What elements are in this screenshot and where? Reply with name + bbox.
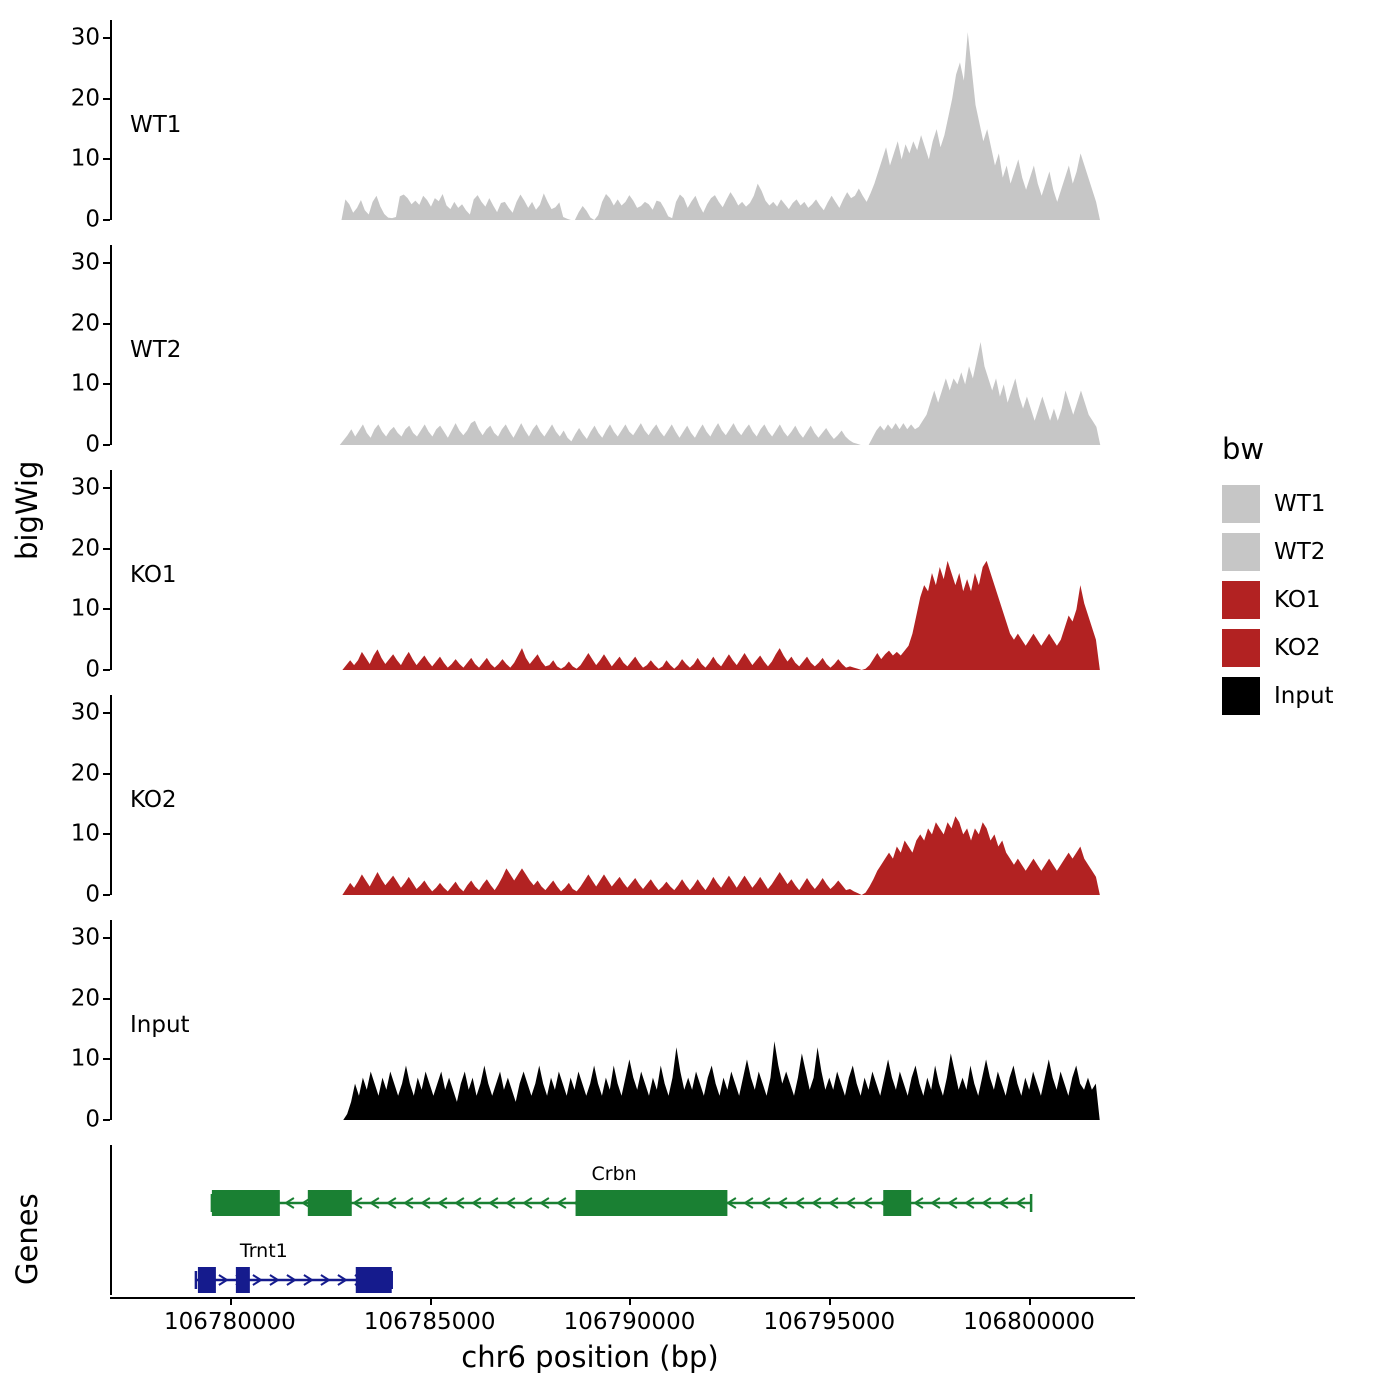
y-axis-title: bigWig: [10, 460, 44, 560]
y-tick-mark: [103, 608, 110, 610]
y-tick-label: 0: [85, 206, 100, 233]
legend-item-wt2[interactable]: [1222, 528, 1382, 576]
y-tick-mark: [103, 773, 110, 775]
legend-swatch-input: [1222, 677, 1260, 715]
plot-area-ko1: [112, 470, 1135, 670]
y-tick-mark: [103, 444, 110, 446]
track-panel-ko1: [70, 470, 1135, 683]
y-tick-label: 20: [70, 85, 100, 112]
track-label-ko1: KO1: [130, 562, 177, 588]
x-tick-label: 106800000: [963, 1309, 1095, 1335]
y-tick-label: 10: [70, 820, 100, 847]
legend-label: WT2: [1274, 539, 1326, 565]
legend-item-wt1[interactable]: [1222, 480, 1382, 528]
y-tick-mark: [103, 262, 110, 264]
genes-axis-title: Genes: [10, 1193, 44, 1285]
legend-item-ko1[interactable]: [1222, 576, 1382, 624]
y-tick-label: 30: [70, 474, 100, 501]
track-label-input: Input: [130, 1012, 190, 1038]
y-tick-mark: [103, 669, 110, 671]
x-tick-label: 106795000: [763, 1309, 896, 1335]
plot-area-input: [112, 920, 1135, 1120]
y-tick-label: 0: [85, 881, 100, 908]
y-tick-mark: [103, 323, 110, 325]
y-tick-mark: [103, 98, 110, 100]
y-tick-label: 10: [70, 370, 100, 397]
x-tick-label: 106780000: [164, 1309, 296, 1335]
legend-swatch-ko1: [1222, 581, 1260, 619]
track-label-ko2: KO2: [130, 787, 177, 813]
gene-exon-trnt1: [356, 1267, 392, 1293]
legend-label: KO1: [1274, 587, 1321, 613]
legend-swatch-wt1: [1222, 485, 1260, 523]
y-tick-mark: [103, 712, 110, 714]
legend-label: KO2: [1274, 635, 1321, 661]
legend-label: Input: [1274, 683, 1334, 709]
area-series-wt1: [112, 32, 1135, 220]
y-tick-label: 30: [70, 699, 100, 726]
x-tick-mark: [430, 1297, 432, 1305]
y-tick-label: 10: [70, 145, 100, 172]
x-tick-label: 106790000: [563, 1309, 696, 1335]
legend-title: bw: [1222, 432, 1265, 466]
legend-items: [1222, 480, 1382, 720]
y-tick-mark: [103, 383, 110, 385]
area-series-input: [112, 1041, 1135, 1120]
x-axis-title: chr6 position (bp): [461, 1340, 719, 1374]
y-tick-label: 30: [70, 24, 100, 51]
x-tick-mark: [629, 1297, 631, 1305]
area-series-wt2: [112, 342, 1135, 445]
y-tick-label: 0: [85, 431, 100, 458]
y-tick-label: 20: [70, 310, 100, 337]
plot-area-wt2: [112, 245, 1135, 445]
y-tick-mark: [103, 487, 110, 489]
gene-exon-trnt1: [198, 1267, 216, 1293]
genes-panel: [110, 1145, 1135, 1295]
gene-exon-trnt1: [236, 1267, 250, 1293]
y-tick-mark: [103, 219, 110, 221]
track-label-wt1: WT1: [130, 112, 182, 138]
plot-area-ko2: [112, 695, 1135, 895]
y-tick-label: 20: [70, 985, 100, 1012]
y-tick-mark: [103, 937, 110, 939]
y-tick-mark: [103, 833, 110, 835]
y-tick-label: 10: [70, 1045, 100, 1072]
gene-exon-crbn: [576, 1190, 728, 1216]
track-panel-ko2: [70, 695, 1135, 908]
track-panel-wt1: [70, 20, 1135, 233]
x-axis: [110, 1297, 1135, 1337]
gene-label-crbn: Crbn: [591, 1163, 637, 1185]
area-series-ko1: [112, 561, 1135, 670]
x-axis-line: [110, 1297, 1135, 1299]
track-panel-input: [70, 920, 1135, 1133]
y-tick-label: 30: [70, 924, 100, 951]
x-tick-mark: [230, 1297, 232, 1305]
y-tick-mark: [103, 37, 110, 39]
legend-swatch-ko2: [1222, 629, 1260, 667]
y-tick-mark: [103, 998, 110, 1000]
y-tick-label: 0: [85, 656, 100, 683]
y-tick-label: 30: [70, 249, 100, 276]
x-tick-mark: [829, 1297, 831, 1305]
plot-area-wt1: [112, 20, 1135, 220]
track-panel-wt2: [70, 245, 1135, 458]
y-tick-mark: [103, 1058, 110, 1060]
y-tick-label: 0: [85, 1106, 100, 1133]
gene-exon-crbn: [212, 1190, 280, 1216]
legend-item-input[interactable]: [1222, 672, 1382, 720]
y-tick-label: 20: [70, 760, 100, 787]
y-tick-mark: [103, 894, 110, 896]
y-tick-label: 10: [70, 595, 100, 622]
y-tick-mark: [103, 158, 110, 160]
x-tick-mark: [1029, 1297, 1031, 1305]
y-tick-label: 20: [70, 535, 100, 562]
y-tick-mark: [103, 548, 110, 550]
legend-swatch-wt2: [1222, 533, 1260, 571]
legend-label: WT1: [1274, 491, 1326, 517]
legend: [1222, 432, 1382, 720]
x-tick-label: 106785000: [363, 1309, 496, 1335]
gene-label-trnt1: Trnt1: [239, 1240, 288, 1262]
gene-exon-crbn: [308, 1190, 352, 1216]
legend-item-ko2[interactable]: [1222, 624, 1382, 672]
track-label-wt2: WT2: [130, 337, 182, 363]
gene-exon-crbn: [883, 1190, 911, 1216]
area-series-ko2: [112, 816, 1135, 895]
y-tick-mark: [103, 1119, 110, 1121]
